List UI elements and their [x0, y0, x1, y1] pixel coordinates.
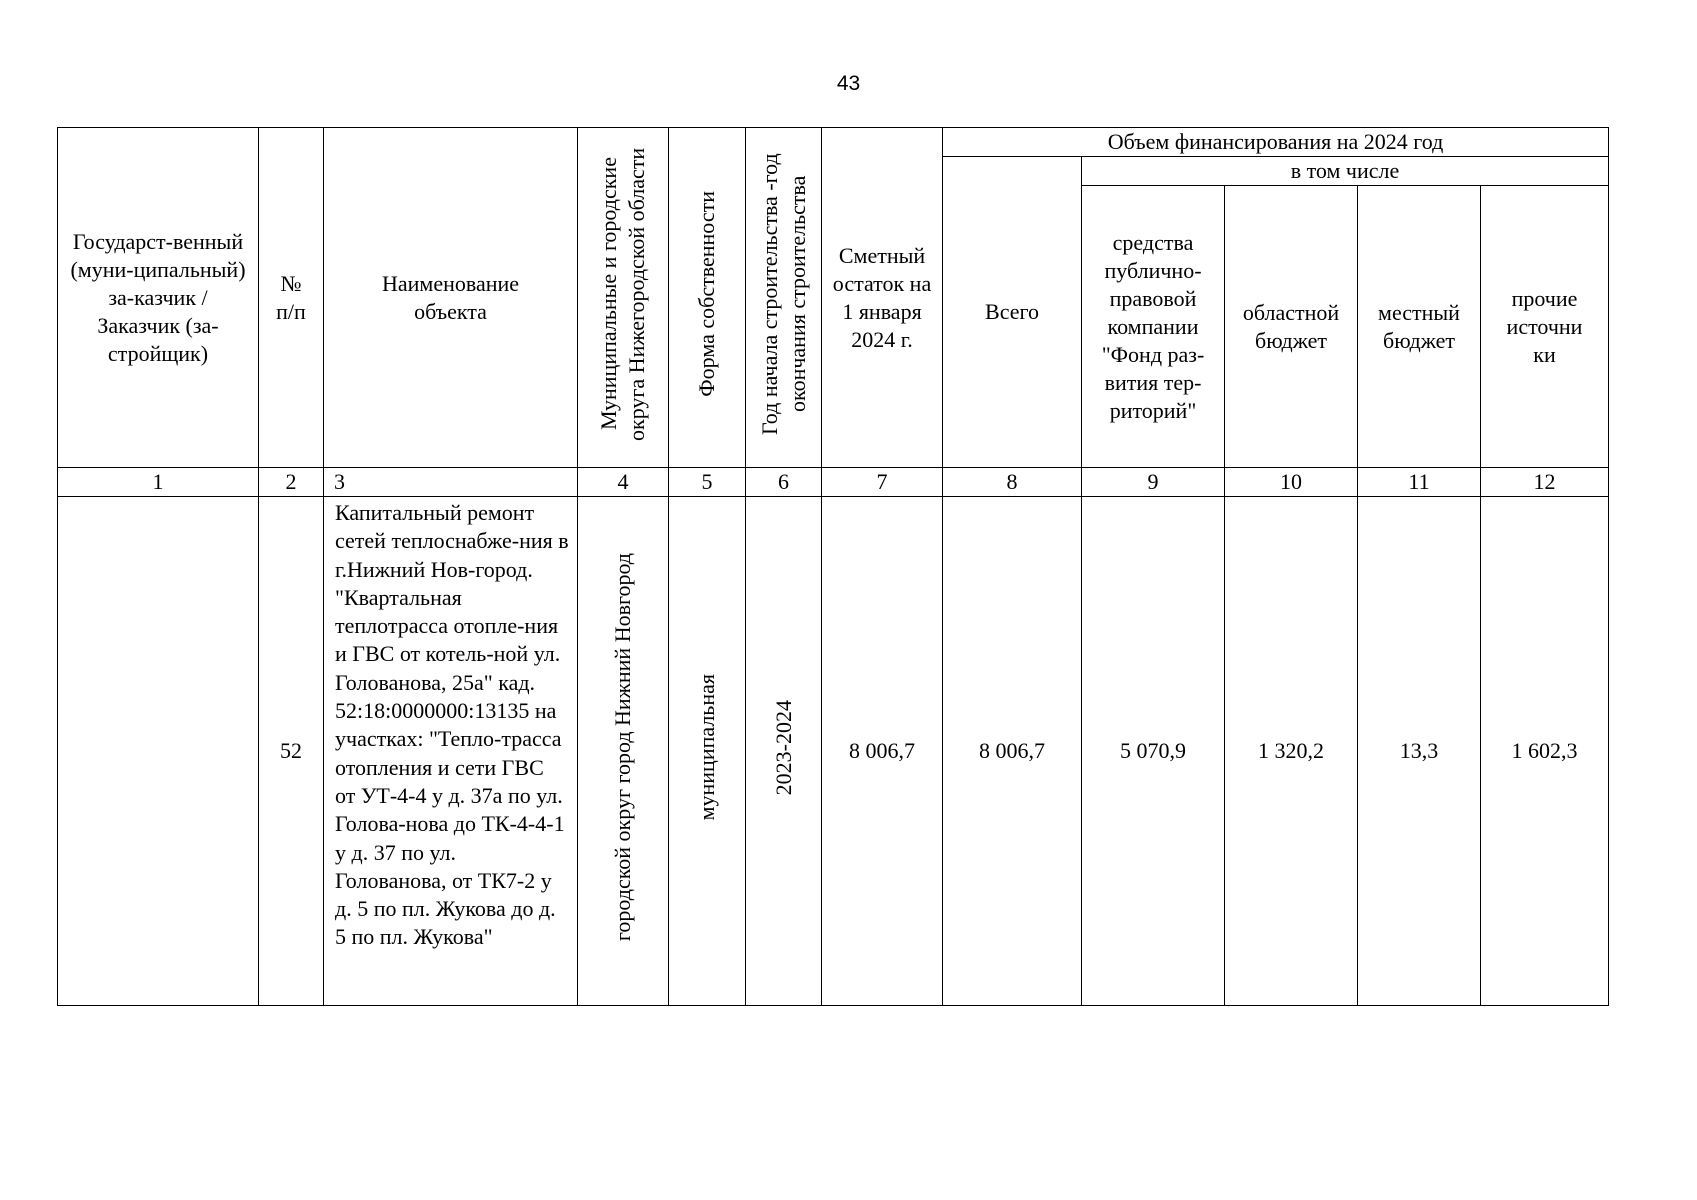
header-funding-group: Объем финансирования на 2024 год — [943, 128, 1609, 157]
header-other: прочие источни ки — [1481, 186, 1609, 468]
header-row — [58, 128, 1609, 157]
cell-local: 13,3 — [1358, 497, 1481, 1006]
cell-other: 1 602,3 — [1481, 497, 1609, 1006]
column-number: 5 — [669, 468, 746, 497]
column-number: 2 — [259, 468, 324, 497]
cell-object-name: Капитальный ремонт сетей теплоснабже-ния в г.Нижний Нов-город. "Квартальная теплотрасса отопле-ния и ГВС от котель-ной ул. Голованова, 25а" кад. 52:18:0000000:13135 на участках: "Тепло-трасса отопления и сети ГВС от УТ-4-4 у д. 37а по ул. Голова-нова до ТК-4-4-1 у д. 37 по ул. Голованова, от ТК7-2 у д. 5 по пл. Жукова до д. 5 по пл. Жукова" — [324, 497, 578, 1006]
cell-estimate-balance: 8 006,7 — [822, 497, 943, 1006]
header-number: № п/п — [259, 128, 324, 468]
column-number: 6 — [746, 468, 822, 497]
column-number: 8 — [943, 468, 1082, 497]
header-object-name: Наименование объекта — [324, 128, 578, 468]
cell-years-text: 2023-2024 — [770, 699, 796, 796]
column-number: 4 — [578, 468, 669, 497]
financing-table — [57, 127, 1609, 1006]
table-row — [58, 497, 1609, 1006]
cell-municipality-text: городской округ город Нижний Новгород — [610, 553, 635, 942]
header-estimate-balance: Сметный остаток на 1 января 2024 г. — [822, 128, 943, 468]
column-number: 12 — [1481, 468, 1609, 497]
header-customer: Государст-венный (муни-ципальный) за-казчик / Заказчик (за-стройщик) — [58, 128, 259, 468]
column-number-row — [58, 468, 1609, 497]
column-number: 9 — [1082, 468, 1225, 497]
column-number: 3 — [324, 468, 578, 497]
header-ownership: Форма собственности — [669, 128, 746, 468]
column-number: 7 — [822, 468, 943, 497]
header-total: Всего — [943, 157, 1082, 468]
cell-number: 52 — [259, 497, 324, 1006]
header-fund: средства публично-правовой компании "Фонд раз-вития тер-риторий" — [1082, 186, 1225, 468]
column-number: 10 — [1225, 468, 1358, 497]
cell-fund: 5 070,9 — [1082, 497, 1225, 1006]
cell-total: 8 006,7 — [943, 497, 1082, 1006]
header-municipality: Муниципальные и городские округа Нижегородской области — [578, 128, 669, 468]
cell-years — [746, 497, 822, 1006]
cell-ownership-text: муниципальная — [694, 674, 719, 821]
cell-customer — [58, 497, 259, 1006]
cell-municipality — [578, 497, 669, 1006]
column-number: 1 — [58, 468, 259, 497]
header-including: в том числе — [1082, 157, 1609, 186]
cell-regional: 1 320,2 — [1225, 497, 1358, 1006]
column-number: 11 — [1358, 468, 1481, 497]
page-number: 43 — [836, 72, 861, 95]
header-local: местный бюджет — [1358, 186, 1481, 468]
header-regional: областной бюджет — [1225, 186, 1358, 468]
cell-ownership — [669, 497, 746, 1006]
header-years: Год начала строительства -год окончания строительства — [746, 128, 822, 468]
